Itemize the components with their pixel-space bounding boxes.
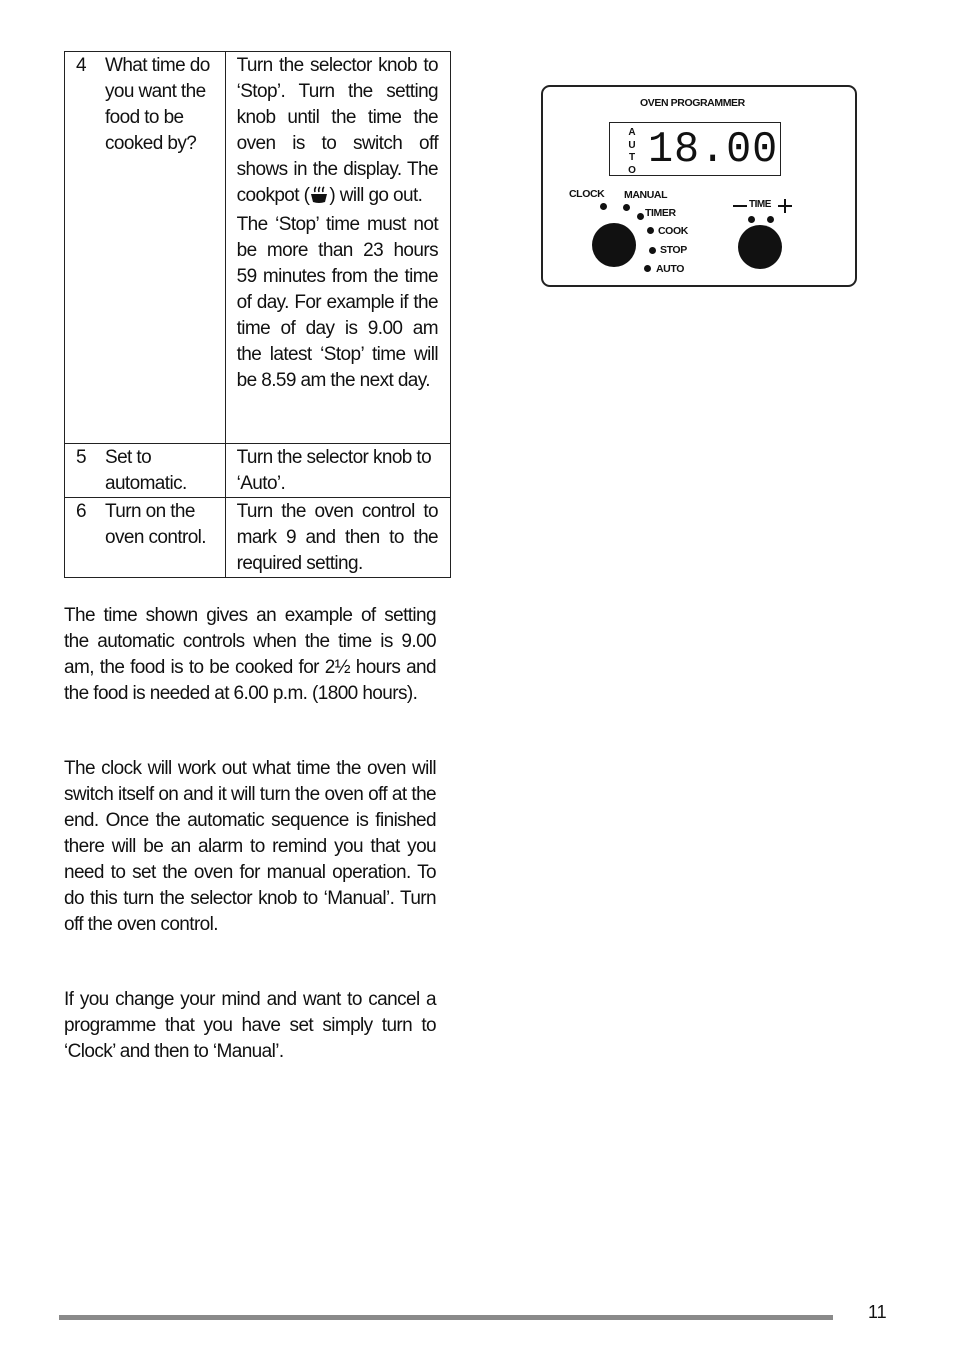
auto-label: AUTO bbox=[656, 263, 684, 275]
step-number: 4 bbox=[76, 55, 86, 76]
stop-indicator-dot bbox=[649, 247, 656, 254]
auto-indicator-dot bbox=[644, 265, 651, 272]
steps-table bbox=[64, 51, 451, 578]
cook-indicator-dot bbox=[647, 227, 654, 234]
timer-indicator-dot bbox=[637, 213, 644, 220]
page-number: 11 bbox=[868, 1302, 887, 1322]
instruction-text: The ‘Stop’ time must not be more than 23 hours 59 minutes from the time of day. For example if the time of day is 9.00 am the latest ‘Stop’ time will be 8.59 am the next day. bbox=[236, 214, 438, 391]
manual-indicator-dot bbox=[623, 204, 630, 211]
table-row bbox=[65, 498, 451, 578]
stop-label: STOP bbox=[660, 244, 687, 256]
display-digits: 18.00 bbox=[648, 125, 779, 175]
step-number: 6 bbox=[76, 501, 86, 522]
programmer-title: OVEN PROGRAMMER bbox=[640, 97, 745, 109]
clock-indicator-dot bbox=[600, 203, 607, 210]
clock-label: CLOCK bbox=[569, 188, 605, 200]
step-question: Turn on the oven control. bbox=[105, 501, 206, 548]
step-cell bbox=[65, 444, 226, 498]
instruction-cell bbox=[225, 52, 450, 444]
minus-icon bbox=[733, 205, 747, 207]
time-minus-dot bbox=[748, 216, 755, 223]
timer-label: TIMER bbox=[645, 207, 676, 219]
time-plus-dot bbox=[767, 216, 774, 223]
table-row bbox=[65, 52, 451, 444]
instruction-cell bbox=[225, 444, 450, 498]
instruction-text: Turn the selector knob to ‘Stop’. Turn the setting knob until the time the oven is to switch off shows in the display. The cookpot ( ) will go out. bbox=[237, 53, 438, 212]
step-cell bbox=[65, 52, 226, 444]
setting-knob[interactable] bbox=[738, 225, 782, 269]
time-display bbox=[609, 122, 781, 176]
step-question: Set to automatic. bbox=[105, 447, 187, 494]
cookpot-icon bbox=[309, 186, 329, 212]
step-question: What time do you want the food to be cooked by? bbox=[105, 55, 210, 154]
body-paragraph: If you change your mind and want to cancel a programme that you have set simply turn to ‘Clock’ and then to ‘Manual’. bbox=[64, 989, 436, 1062]
auto-indicator: A U T O bbox=[628, 127, 636, 176]
selector-knob[interactable] bbox=[592, 223, 636, 267]
manual-label: MANUAL bbox=[624, 189, 668, 201]
time-label: TIME bbox=[749, 199, 771, 210]
oven-programmer-diagram bbox=[541, 85, 857, 287]
footer-rule bbox=[59, 1315, 833, 1320]
table-row bbox=[65, 444, 451, 498]
body-paragraph: The clock will work out what time the oven will switch itself on and it will turn the oven off at the end. Once the automatic sequence is finished there will be an alarm to remind you that you need to set the oven for manual operation. To do this turn the selector knob to ‘Manual’. Turn off the oven control. bbox=[64, 758, 436, 935]
cook-label: COOK bbox=[658, 225, 688, 237]
instruction-text: Turn the oven control to mark 9 and then to the required setting. bbox=[236, 501, 438, 574]
instruction-cell bbox=[225, 498, 450, 578]
step-number: 5 bbox=[76, 447, 86, 468]
step-cell bbox=[65, 498, 226, 578]
plus-icon bbox=[784, 199, 786, 213]
instruction-text: Turn the selector knob to ‘Auto’. bbox=[236, 447, 432, 494]
body-paragraph: The time shown gives an example of setting the automatic controls when the time is 9.00 am, the food is to be cooked for 2½ hours and the food is needed at 6.00 p.m. (1800 hours). bbox=[64, 605, 436, 704]
